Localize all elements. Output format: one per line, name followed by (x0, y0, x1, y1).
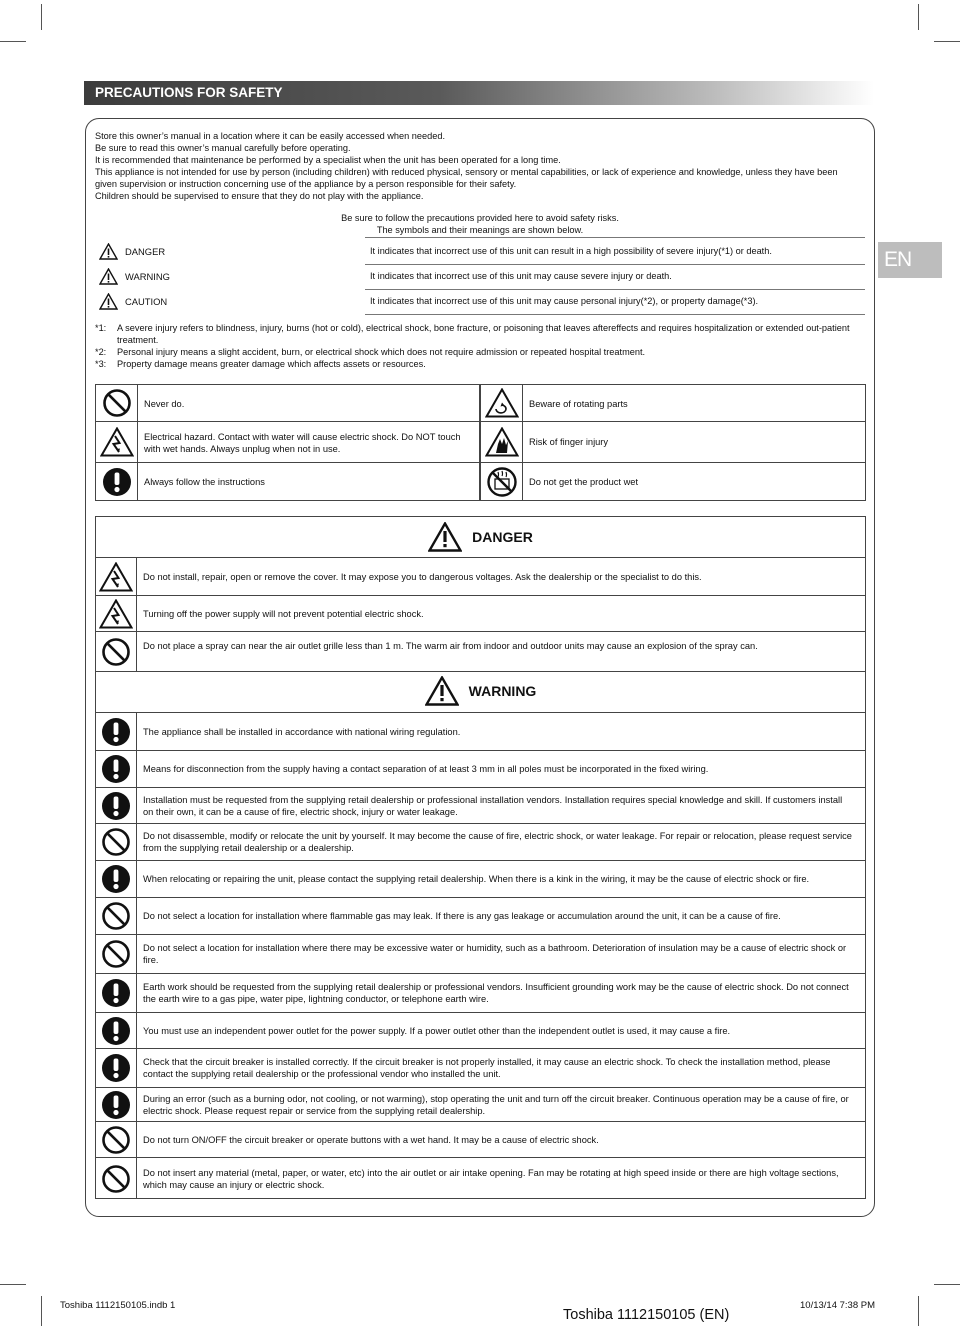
divider (365, 289, 865, 290)
legend-item (480, 384, 866, 422)
footer-file: Toshiba 1112150105.indb 1 (60, 1300, 176, 1311)
language-tab: EN (878, 242, 942, 278)
footnote-key: *1: (95, 323, 107, 333)
prohibition-icon (95, 1158, 137, 1199)
footer-doc-id: Toshiba 1112150105 (EN) (563, 1307, 730, 1323)
intro-line: It is recommended that maintenance be performed by a specialist when the unit has been operated for a long time. (95, 155, 561, 165)
warning-text: Installation must be requested from the supplying retail dealership or professional installation vendors. Installation requires special knowledge and skill. If customers install on their own, it can be a cause of fire, electric shock, injury or water leakage. (143, 794, 843, 817)
crop-mark (41, 4, 42, 30)
electrical-hazard-icon (95, 558, 137, 595)
warning-text: When relocating or repairing the unit, please contact the supplying retail dealership. When there is a kink in the wiring, it may be the cause of electric shock or fire. (143, 874, 810, 884)
danger-text: Do not install, repair, open or remove the cover. It may expose you to dangerous voltages. Ask the dealership or the specialist to do this. (143, 571, 702, 582)
warning-triangle-icon (99, 293, 118, 310)
rotating-parts-icon (481, 385, 523, 421)
divider (365, 314, 865, 315)
crop-mark (918, 1296, 919, 1326)
section-header-bar (84, 81, 874, 105)
exclamation-icon (95, 788, 137, 823)
warning-item (95, 823, 866, 860)
exclamation-icon (95, 713, 137, 750)
warning-triangle-icon (428, 522, 462, 552)
warning-item (95, 860, 866, 897)
level-danger (95, 241, 865, 263)
level-label: DANGER (125, 246, 166, 257)
warning-text: Do not turn ON/OFF the circuit breaker or operate buttons with a wet hand. It may be a cause of electric shock. (143, 1134, 599, 1145)
warning-text: Means for disconnection from the supply having a contact separation of at least 3 mm in all poles must be incorporated in the fixed wiring. (143, 764, 709, 774)
warning-item (95, 973, 866, 1012)
intro-line: Store this owner’s manual in a location where it can be easily accessed when needed. (95, 131, 446, 141)
warning-item (95, 750, 866, 787)
danger-text: Turning off the power supply will not prevent potential electric shock. (143, 608, 424, 619)
caption-line: The symbols and their meanings are shown below. (376, 225, 584, 235)
prohibition-icon (95, 1122, 137, 1157)
level-caution (95, 291, 865, 313)
warning-item (95, 787, 866, 823)
warning-text: Do not disassemble, modify or relocate the unit by yourself. It may become the cause of fire, electric shock, or water leakage. For repair or relocation, please request service from the supplying retail dealership or a dealership. (143, 831, 852, 853)
legend-item (95, 462, 480, 501)
crop-mark (918, 4, 919, 30)
electrical-hazard-icon (96, 422, 138, 462)
warning-title: WARNING (468, 683, 537, 699)
symbols-caption (140, 212, 820, 236)
warning-text: Do not insert any material (metal, paper, or water, etc) into the air outlet or air intake opening. Fan may be rotating at high speed inside or there are high voltage sections, which may cause an injury or electric shock. (143, 1167, 839, 1190)
warning-item (95, 897, 866, 934)
level-description: It indicates that incorrect use of this unit can result in a high possibility of severe injury(*1) or death. (370, 246, 772, 256)
prohibition-icon (95, 898, 137, 934)
warning-item (95, 1012, 866, 1048)
footnote-text: Property damage means greater damage which affects assets or resources. (117, 359, 426, 369)
divider (365, 264, 865, 265)
warning-item (95, 934, 866, 973)
danger-item (95, 631, 866, 671)
crop-mark (41, 1296, 42, 1326)
level-label: WARNING (125, 271, 170, 282)
warning-text: You must use an independent power outlet for the power supply. If a power outlet other than the independent outlet is used, it may cause a fire. (143, 1025, 731, 1036)
prohibition-icon (96, 385, 138, 421)
footnote (95, 358, 855, 370)
legend-text: Never do. (144, 399, 185, 409)
exclamation-icon (95, 974, 137, 1012)
warning-item (95, 1087, 866, 1121)
intro-line: This appliance is not intended for use by person (including children) with reduced physical, sensory or mental capabilities, or lack of experience and knowledge, unless they have been given supervision or instruction concerning use of the appliance by a person responsible for their safety. (95, 167, 838, 189)
warning-item (95, 1157, 866, 1199)
warning-text: The appliance shall be installed in accordance with national wiring regulation. (143, 726, 461, 737)
danger-item (95, 557, 866, 595)
legend-item (480, 421, 866, 463)
caption-line: Be sure to follow the precautions provided here to avoid safety risks. (341, 213, 619, 223)
footnote-key: *2: (95, 347, 107, 357)
crop-mark (934, 41, 960, 42)
legend-text: Beware of rotating parts (529, 399, 628, 409)
warning-text: Do not select a location for installation where there may be excessive water or humidity, such as a bathroom. Deterioration of insulation may be a cause of electric shock or fire. (143, 943, 847, 965)
level-label: CAUTION (125, 296, 168, 307)
level-description: It indicates that incorrect use of this unit may cause personal injury(*2), or property damage(*3). (370, 296, 759, 306)
crop-mark (0, 1284, 26, 1285)
warning-text: Earth work should be requested from the supplying retail dealership or professional vendors. Insufficient grounding work may be the cause of electric shock. Do not connect the earth wire to a gas pipe, water pipe, lightning conductor, or telephone earth wire. (143, 982, 849, 1004)
electrical-hazard-icon (95, 596, 137, 631)
legend-text: Electrical hazard. Contact with water will cause electric shock. Do NOT touch with wet hands. Always unplug when not in use. (144, 432, 461, 454)
danger-title: DANGER (472, 529, 533, 545)
warning-item (95, 1121, 866, 1157)
warning-text: During an error (such as a burning odor, not cooling, or not warming), stop operating the unit and turn off the circuit breaker. Continuous operation may be a cause of fire, or electric shock. Please request repair or service from the supplying retail dealership. (143, 1093, 849, 1116)
legend-item (480, 462, 866, 501)
divider (365, 237, 865, 238)
legend-text: Do not get the product wet (529, 477, 639, 487)
footnote-text: Personal injury means a slight accident, burn, or electrical shock which does not require admission or repeated hospital treatment. (117, 347, 646, 357)
crop-mark (934, 1284, 960, 1285)
warning-text: Check that the circuit breaker is installed correctly. If the circuit breaker is not properly installed, it may cause an electric shock. To check the installation method, please contact the supplying retail dealership or the professional vendor who installed the unit. (143, 1057, 831, 1079)
prohibition-icon (95, 935, 137, 973)
danger-header (95, 522, 866, 556)
page-title: PRECAUTIONS FOR SAFETY (95, 85, 283, 100)
prohibition-icon (95, 632, 137, 671)
prohibition-icon (95, 824, 137, 860)
exclamation-icon (95, 861, 137, 897)
footnote-text: A severe injury refers to blindness, injury, burns (hot or cold), electrical shock, bone fracture, or poisoning that leaves aftereffects and requires hospitalization or extended out-patient treatment. (117, 323, 850, 345)
footnote (95, 322, 855, 346)
level-description: It indicates that incorrect use of this unit may cause severe injury or death. (370, 271, 672, 281)
finger-injury-icon (481, 422, 523, 462)
exclamation-icon (95, 1049, 137, 1087)
exclamation-icon (95, 1013, 137, 1048)
footer-date: 10/13/14 7:38 PM (800, 1300, 875, 1311)
warning-triangle-icon (425, 676, 459, 706)
warning-item (95, 712, 866, 750)
exclamation-icon (95, 1088, 137, 1121)
intro-text (95, 130, 855, 202)
no-water-icon (481, 463, 523, 500)
crop-mark (0, 41, 26, 42)
legend-text: Always follow the instructions (144, 477, 265, 487)
exclamation-icon (95, 751, 137, 787)
danger-text (143, 632, 854, 671)
warning-text: Do not select a location for installation where flammable gas may leak. If there is any gas leakage or accumulation around the unit, it can be a cause of fire. (143, 911, 781, 921)
legend-item (95, 421, 480, 463)
footnote-key: *3: (95, 359, 107, 369)
intro-line: Be sure to read this owner’s manual carefully before operating. (95, 143, 351, 153)
exclamation-icon (96, 463, 138, 500)
danger-item (95, 595, 866, 631)
warning-item (95, 1048, 866, 1087)
danger-text-line: Do not place a spray can near the air outlet grille less than 1 m. The warm air from indoor and outdoor units may cause an explosion of the spray can. (143, 641, 758, 651)
legend-item (95, 384, 480, 422)
intro-line: Children should be supervised to ensure that they do not play with the appliance. (95, 191, 424, 201)
legend-text: Risk of finger injury (529, 437, 609, 447)
footnote (95, 346, 855, 358)
warning-triangle-icon (99, 243, 118, 260)
level-warning (95, 266, 865, 288)
footnotes (95, 322, 855, 370)
warning-triangle-icon (99, 268, 118, 285)
warning-header (95, 671, 866, 711)
